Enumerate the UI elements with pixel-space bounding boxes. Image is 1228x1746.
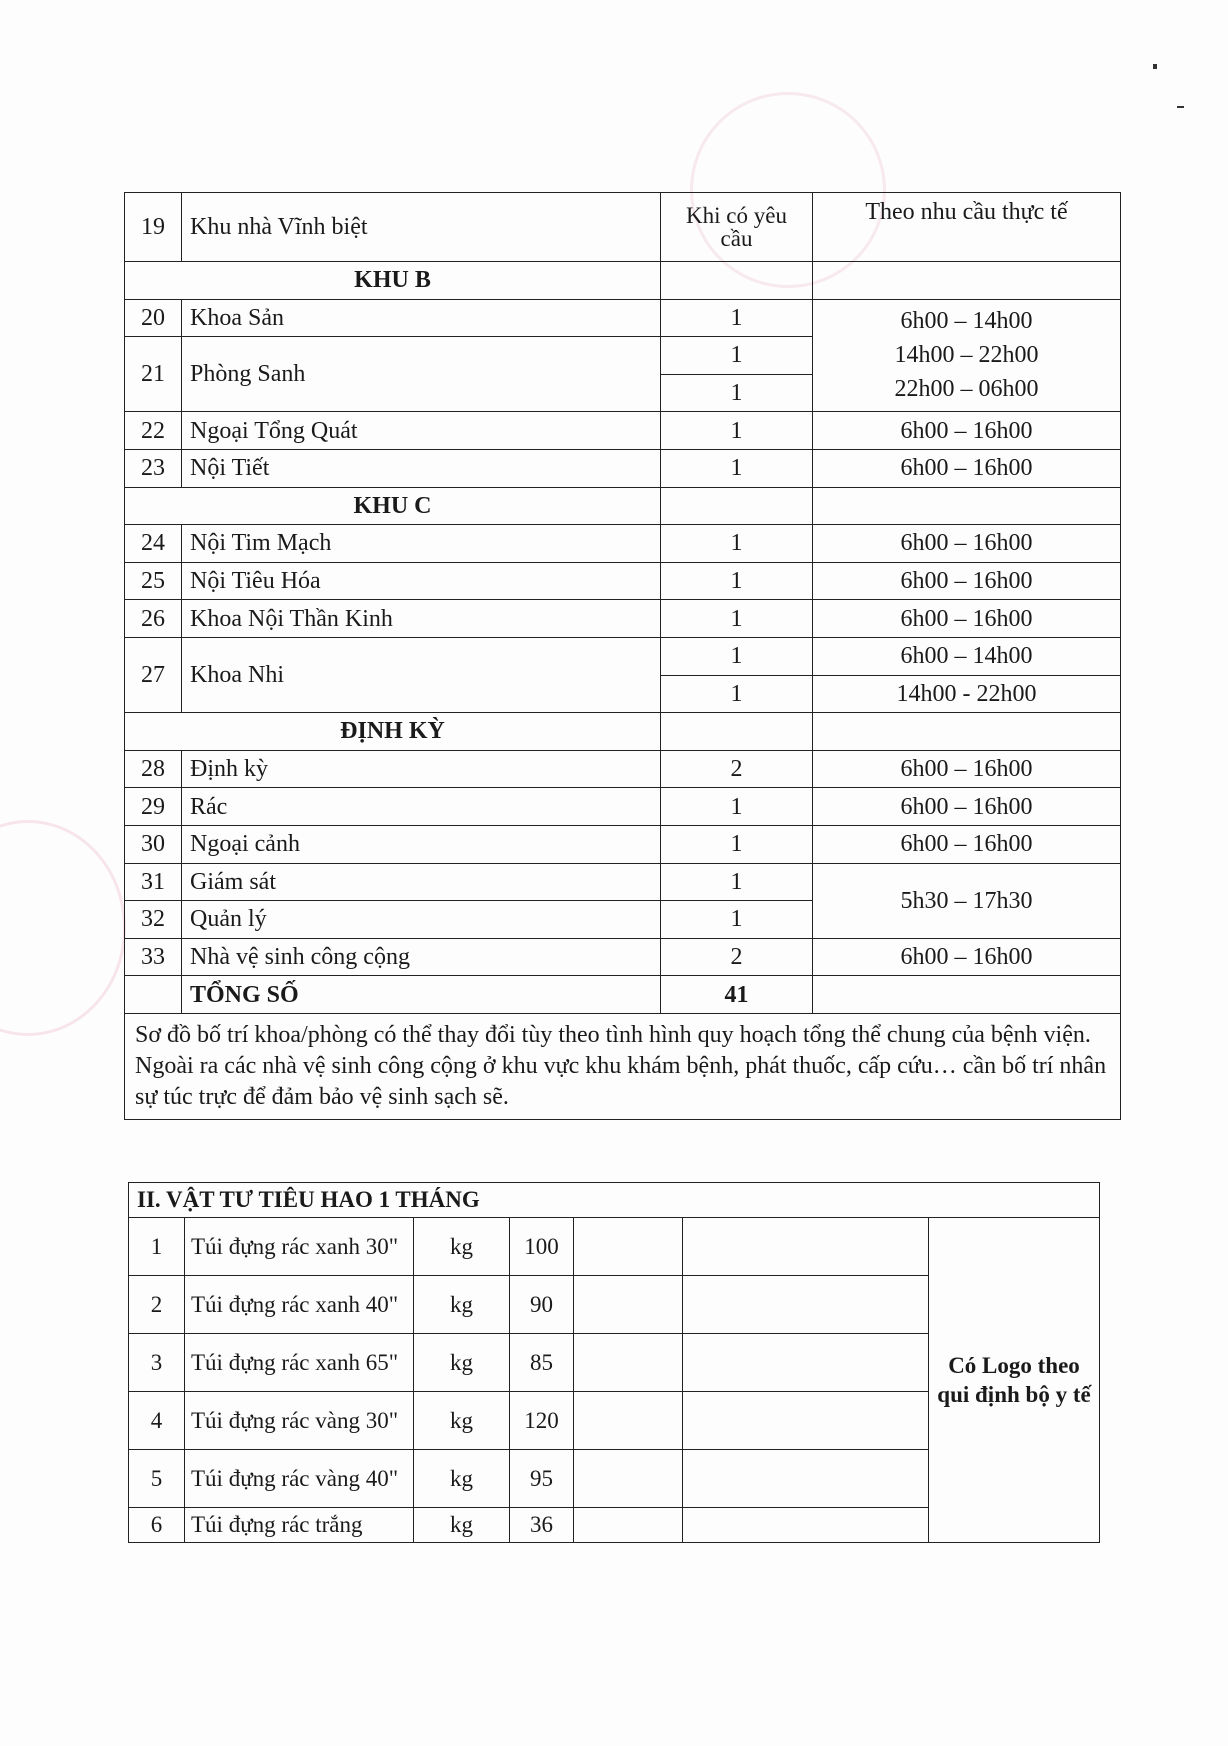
item-name: Túi đựng rác vàng 40" <box>185 1450 414 1508</box>
item-name: Túi đựng rác xanh 30" <box>185 1218 414 1276</box>
row-number: 31 <box>125 863 182 901</box>
item-unit: kg <box>414 1392 510 1450</box>
staff-count: 1 <box>661 901 813 939</box>
item-name: Túi đựng rác trắng <box>185 1508 414 1543</box>
row-number: 20 <box>125 299 182 337</box>
section-header-row <box>125 262 1121 300</box>
department-name: Khu nhà Vĩnh biệt <box>182 193 661 262</box>
department-name: Khoa Sản <box>182 299 661 337</box>
row-number: 29 <box>125 788 182 826</box>
section-header: ĐỊNH KỲ <box>125 713 661 751</box>
shift-time: 6h00 – 14h00 <box>900 308 1033 335</box>
department-name: Khoa Nội Thần Kinh <box>182 600 661 638</box>
row-number: 33 <box>125 938 182 976</box>
department-name: Khoa Nhi <box>182 637 661 712</box>
item-number: 2 <box>129 1276 185 1334</box>
item-number: 4 <box>129 1392 185 1450</box>
staff-count: 1 <box>661 825 813 863</box>
department-name: Ngoại Tổng Quát <box>182 412 661 450</box>
item-name: Túi đựng rác vàng 30" <box>185 1392 414 1450</box>
item-number: 3 <box>129 1334 185 1392</box>
item-quantity: 95 <box>510 1450 574 1508</box>
item-quantity: 85 <box>510 1334 574 1392</box>
row-number: 19 <box>125 193 182 262</box>
staff-count: 1 <box>661 412 813 450</box>
scan-speck <box>1153 64 1157 69</box>
shift-time: Theo nhu cầu thực tế <box>813 193 1121 262</box>
staff-count: 1 <box>661 675 813 713</box>
shift-time: 6h00 – 16h00 <box>813 788 1121 826</box>
table-row <box>129 1218 1100 1276</box>
staff-count: 1 <box>661 525 813 563</box>
shift-time: 6h00 – 16h00 <box>813 525 1121 563</box>
shift-time-group <box>813 299 1121 412</box>
note-text: Sơ đồ bố trí khoa/phòng có thể thay đổi tùy theo tình hình quy hoạch tổng thể chung của bệnh viện. Ngoài ra các nhà vệ sinh công cộng ở khu vực khu khám bệnh, phát thuốc, cấp cứu… cần bố trí nhân sự túc trực để đảm bảo vệ sinh sạch sẽ. <box>125 1013 1121 1119</box>
table-row <box>125 412 1121 450</box>
shift-time: 5h30 – 17h30 <box>813 863 1121 938</box>
total-label: TỔNG SỐ <box>182 976 661 1014</box>
shift-time: 6h00 – 16h00 <box>813 600 1121 638</box>
staff-count: 1 <box>661 863 813 901</box>
row-number: 28 <box>125 750 182 788</box>
table-row <box>125 449 1121 487</box>
table-row <box>125 299 1121 337</box>
consumables-table <box>128 1182 1100 1543</box>
row-number: 24 <box>125 525 182 563</box>
item-number: 1 <box>129 1218 185 1276</box>
item-unit: kg <box>414 1508 510 1543</box>
scan-speck <box>1177 106 1184 108</box>
row-number: 30 <box>125 825 182 863</box>
total-value: 41 <box>661 976 813 1014</box>
item-quantity: 120 <box>510 1392 574 1450</box>
department-name: Rác <box>182 788 661 826</box>
table-row <box>125 562 1121 600</box>
item-number: 5 <box>129 1450 185 1508</box>
item-unit: kg <box>414 1218 510 1276</box>
shift-time: 22h00 – 06h00 <box>894 376 1039 403</box>
section-header-row <box>125 713 1121 751</box>
staff-count: 1 <box>661 600 813 638</box>
logo-note: Có Logo theo qui định bộ y tế <box>929 1218 1100 1543</box>
shift-time: 6h00 – 16h00 <box>813 938 1121 976</box>
department-name: Nội Tiêu Hóa <box>182 562 661 600</box>
staff-count: 1 <box>661 299 813 337</box>
item-number: 6 <box>129 1508 185 1543</box>
table-row <box>125 788 1121 826</box>
item-quantity: 36 <box>510 1508 574 1543</box>
department-name: Ngoại cảnh <box>182 825 661 863</box>
row-number: 23 <box>125 449 182 487</box>
shift-time: 6h00 – 16h00 <box>813 825 1121 863</box>
shift-time: 6h00 – 16h00 <box>813 412 1121 450</box>
department-name: Giám sát <box>182 863 661 901</box>
row-number: 27 <box>125 637 182 712</box>
shift-time: 14h00 – 22h00 <box>894 342 1039 369</box>
row-number: 21 <box>125 337 182 412</box>
section-header-row <box>125 487 1121 525</box>
staff-count: 1 <box>661 562 813 600</box>
row-number: 26 <box>125 600 182 638</box>
row-number: 22 <box>125 412 182 450</box>
table-row <box>125 863 1121 901</box>
item-unit: kg <box>414 1334 510 1392</box>
section-header: KHU C <box>125 487 661 525</box>
item-unit: kg <box>414 1276 510 1334</box>
department-name: Nhà vệ sinh công cộng <box>182 938 661 976</box>
shift-time: 14h00 - 22h00 <box>813 675 1121 713</box>
item-quantity: 90 <box>510 1276 574 1334</box>
staff-count: 1 <box>661 374 813 412</box>
department-name: Quản lý <box>182 901 661 939</box>
staff-count: 1 <box>661 637 813 675</box>
note-row <box>125 1013 1121 1119</box>
shift-time: 6h00 – 16h00 <box>813 449 1121 487</box>
item-name: Túi đựng rác xanh 40" <box>185 1276 414 1334</box>
section-header: KHU B <box>125 262 661 300</box>
department-name: Nội Tiết <box>182 449 661 487</box>
row-number: 32 <box>125 901 182 939</box>
table-row <box>125 938 1121 976</box>
shift-time: 6h00 – 16h00 <box>813 562 1121 600</box>
item-name: Túi đựng rác xanh 65" <box>185 1334 414 1392</box>
staff-count: 1 <box>661 449 813 487</box>
item-unit: kg <box>414 1450 510 1508</box>
staff-count: 1 <box>661 337 813 375</box>
staff-count: Khi có yêu cầu <box>661 193 813 262</box>
shift-time: 6h00 – 14h00 <box>813 637 1121 675</box>
staff-count: 2 <box>661 938 813 976</box>
table-row <box>125 825 1121 863</box>
department-name: Nội Tim Mạch <box>182 525 661 563</box>
consumables-title-row <box>129 1183 1100 1218</box>
table-row <box>125 637 1121 675</box>
table-row <box>125 600 1121 638</box>
staff-count: 2 <box>661 750 813 788</box>
consumables-title: II. VẬT TƯ TIÊU HAO 1 THÁNG <box>129 1183 1100 1218</box>
staff-count: 1 <box>661 788 813 826</box>
staffing-table <box>124 192 1121 1120</box>
item-quantity: 100 <box>510 1218 574 1276</box>
department-name: Định kỳ <box>182 750 661 788</box>
shift-time: 6h00 – 16h00 <box>813 750 1121 788</box>
table-row <box>125 525 1121 563</box>
table-row <box>125 750 1121 788</box>
table-row <box>125 193 1121 262</box>
row-number: 25 <box>125 562 182 600</box>
total-row <box>125 976 1121 1014</box>
department-name: Phòng Sanh <box>182 337 661 412</box>
